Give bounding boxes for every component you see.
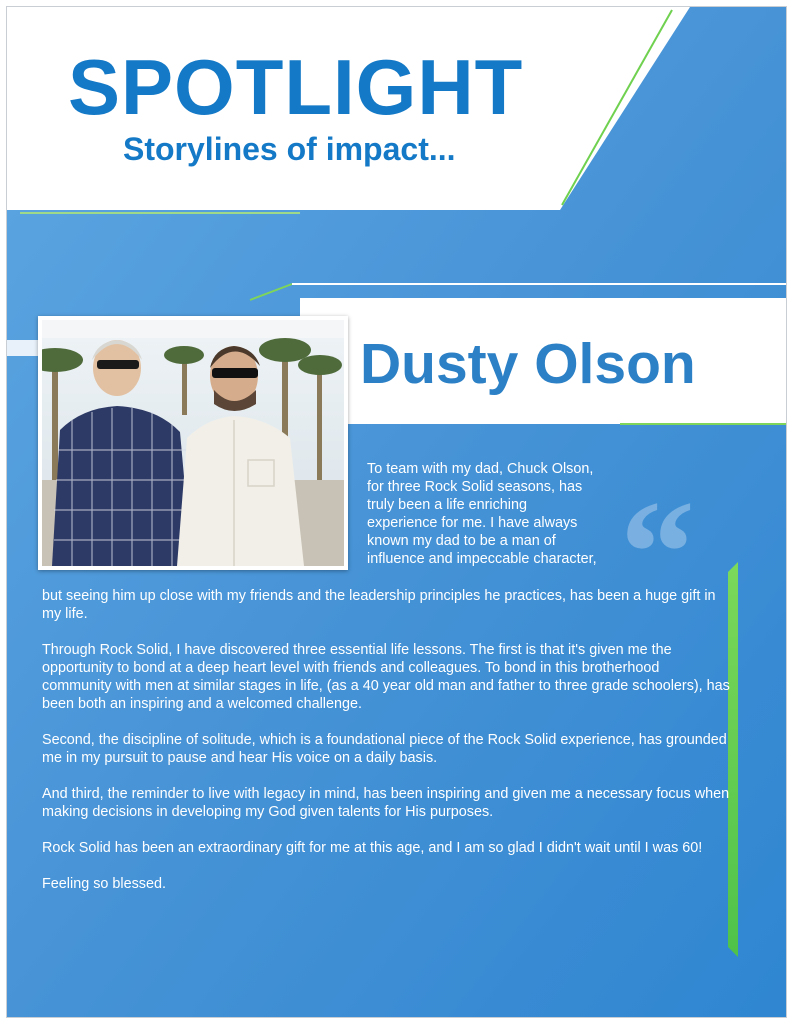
quote-mark-icon: “ xyxy=(620,470,695,636)
spotlight-subtitle: Storylines of impact... xyxy=(123,131,456,167)
feature-name: Dusty Olson xyxy=(360,332,696,396)
intro-line: To team with my dad, Chuck Olson, xyxy=(367,461,594,477)
story-paragraph: And third, the reminder to live with legacy in mind, has been inspiring and given me a necessary focus when making decisions in developing my God given talents for His purposes. xyxy=(42,786,730,820)
photo-of-two-men xyxy=(42,320,344,566)
spotlight-title: SPOTLIGHT xyxy=(68,43,524,131)
intro-line: for three Rock Solid seasons, has xyxy=(367,479,583,495)
intro-line: known my dad to be a man of xyxy=(367,533,556,549)
story-paragraph: Feeling so blessed. xyxy=(42,876,166,892)
intro-line: influence and impeccable character, xyxy=(367,551,597,567)
story-paragraph: Second, the discipline of solitude, which is a foundational piece of the Rock Solid experience, has grounded me in my pursuit to pause and hear His voice on a daily basis. xyxy=(42,732,727,766)
story-paragraph: Rock Solid has been an extraordinary gift for me at this age, and I am so glad I didn't wait until I was 60! xyxy=(42,840,703,856)
feature-photo xyxy=(38,316,348,570)
story-intro xyxy=(367,460,629,568)
story-paragraph: but seeing him up close with my friends and the leadership principles he practices, has been a huge gift in my life. xyxy=(42,588,716,622)
story-body xyxy=(42,587,732,911)
intro-line: truly been a life enriching xyxy=(367,497,527,513)
intro-line: experience for me. I have always xyxy=(367,515,578,531)
story-paragraph: Through Rock Solid, I have discovered three essential life lessons. The first is that it's given me the opportunity to bond at a deep heart level with friends and colleagues. To bond in this brotherhood community with men at similar stages in life, (as a 40 year old man and father to three grade schoolers), has been both an inspiring and a welcomed challenge. xyxy=(42,642,730,712)
